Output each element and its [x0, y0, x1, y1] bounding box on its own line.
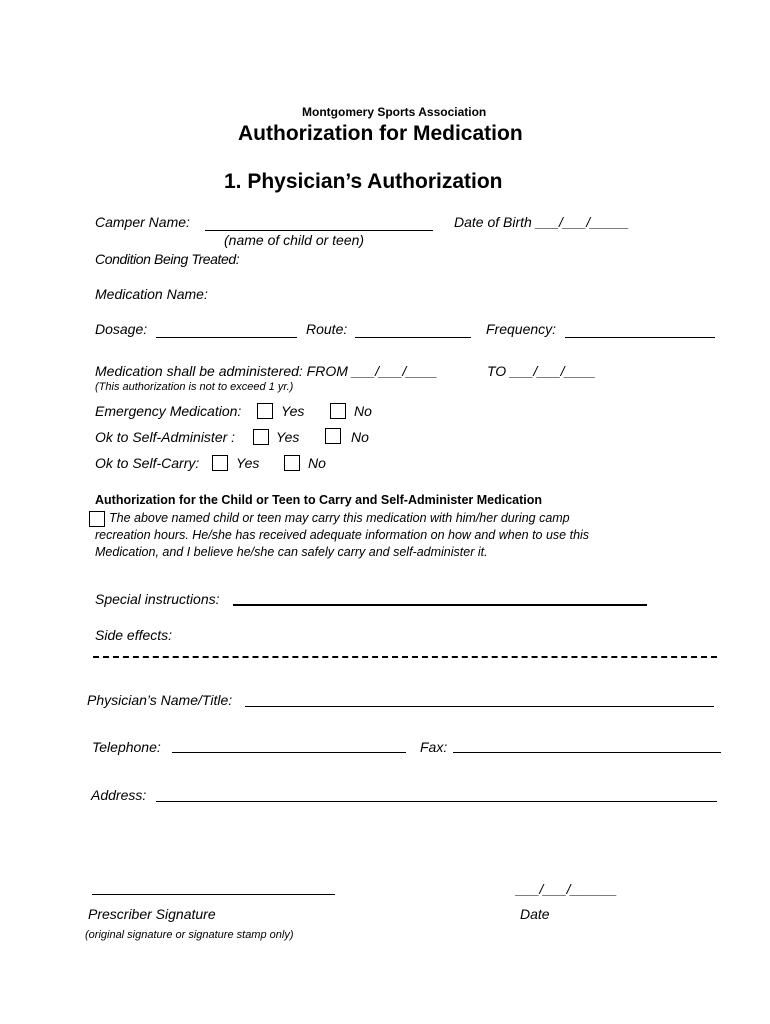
special-instructions-field[interactable]	[233, 604, 647, 606]
self-carry-yes-label: Yes	[236, 455, 260, 471]
camper-name-label: Camper Name:	[95, 214, 190, 230]
dosage-label: Dosage:	[95, 321, 148, 337]
carry-authorization-text-2: recreation hours. He/she has received adequate information on how and when to use this	[95, 528, 590, 542]
camper-name-field[interactable]	[205, 230, 433, 231]
self-administer-no-checkbox[interactable]	[325, 428, 341, 444]
dosage-field[interactable]	[156, 337, 297, 338]
fax-field[interactable]	[453, 752, 721, 753]
special-instructions-label: Special instructions:	[95, 591, 220, 607]
carry-authorization-heading: Authorization for the Child or Teen to Carry and Self-Administer Medication	[95, 493, 543, 507]
frequency-field[interactable]	[565, 337, 715, 338]
organization-name: Montgomery Sports Association	[302, 105, 487, 119]
self-carry-no-label: No	[308, 455, 326, 471]
medication-name-label: Medication Name:	[95, 286, 208, 302]
fax-label: Fax:	[420, 739, 448, 755]
emergency-no-label: No	[354, 403, 372, 419]
route-field[interactable]	[355, 337, 471, 338]
emergency-medication-label: Emergency Medication:	[95, 403, 242, 419]
address-label: Address:	[91, 787, 147, 803]
emergency-no-checkbox[interactable]	[330, 403, 346, 419]
self-carry-no-checkbox[interactable]	[284, 455, 300, 471]
signature-note: (original signature or signature stamp only)	[85, 929, 294, 941]
emergency-yes-label: Yes	[281, 403, 305, 419]
side-effects-dashed-divider	[93, 656, 717, 658]
side-effects-label: Side effects:	[95, 627, 173, 643]
form-title: Authorization for Medication	[238, 122, 523, 145]
telephone-field[interactable]	[172, 752, 406, 753]
frequency-label: Frequency:	[486, 321, 557, 337]
physician-name-field[interactable]	[245, 706, 714, 707]
authorization-duration-note: (This authorization is not to exceed 1 yr.)	[95, 381, 294, 393]
self-carry-label: Ok to Self-Carry:	[95, 455, 200, 471]
administer-to-label: TO ___/___/____	[487, 363, 596, 379]
emergency-yes-checkbox[interactable]	[257, 403, 273, 419]
self-carry-yes-checkbox[interactable]	[212, 455, 228, 471]
section-heading: 1. Physician’s Authorization	[224, 170, 503, 193]
signature-date-label: Date	[520, 906, 550, 922]
self-administer-no-label: No	[351, 429, 369, 445]
address-field[interactable]	[156, 801, 717, 802]
prescriber-signature-label: Prescriber Signature	[88, 906, 216, 922]
telephone-label: Telephone:	[92, 739, 161, 755]
carry-authorization-checkbox[interactable]	[89, 511, 105, 527]
signature-date-field[interactable]: ___/___/______	[516, 881, 618, 897]
self-administer-yes-checkbox[interactable]	[253, 429, 269, 445]
carry-authorization-text-3: Medication, and I believe he/she can safely carry and self-administer it.	[95, 545, 488, 559]
route-label: Route:	[306, 321, 348, 337]
carry-authorization-text-1: The above named child or teen may carry this medication with him/her during camp	[109, 511, 570, 525]
physician-name-label: Physician’s Name/Title:	[87, 692, 233, 708]
camper-name-hint: (name of child or teen)	[224, 232, 365, 248]
self-administer-label: Ok to Self-Administer :	[95, 429, 236, 445]
self-administer-yes-label: Yes	[276, 429, 300, 445]
date-of-birth-label: Date of Birth ___/___/_____	[454, 214, 630, 230]
prescriber-signature-field[interactable]	[92, 894, 335, 895]
condition-label: Condition Being Treated:	[95, 251, 240, 267]
administer-from-label: Medication shall be administered: FROM ___/___/____	[95, 363, 438, 379]
